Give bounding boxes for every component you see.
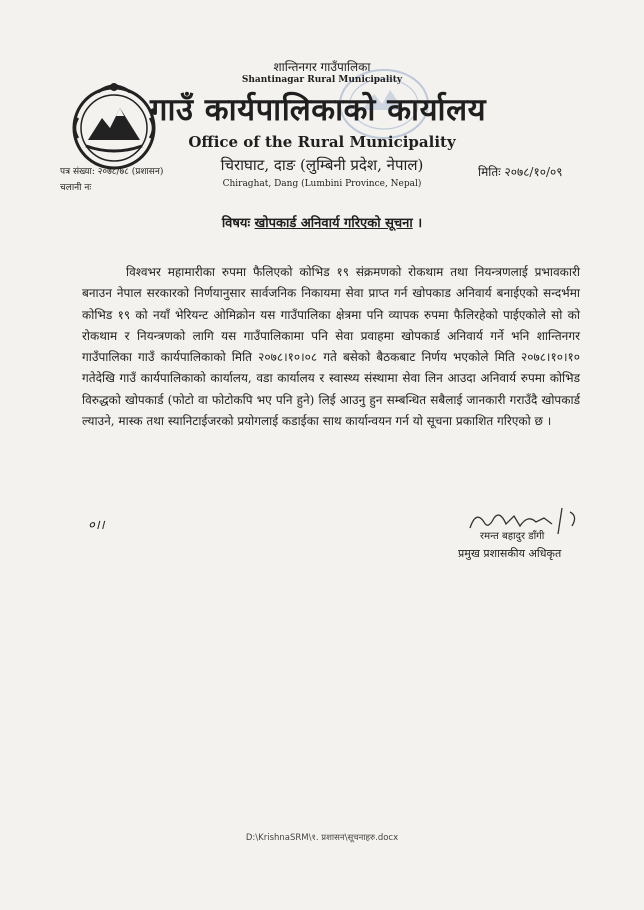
municipality-name-en: Shantinagar Rural Municipality bbox=[241, 75, 403, 85]
subject-end: । bbox=[412, 216, 423, 231]
notice-body: विश्वभर महामारीका रुपमा फैलिएको कोभिड १९ संक्रमणको रोकथाम तथा नियन्त्रणलाई प्रभावकारी बनाउन नेपाल सरकारको निर्णयानुसार सार्वजनिक निकायमा सेवा प्राप्त गर्न खोपकाड अनिवार्य बनाईएको सन्दर्भमा कोभिड १९ को नयाँ भेरियन्ट ओमिक्रोन यस गाउँपालिका क्षेत्रमा पनि व्यापक रुपमा फैलिरहेको पाईएकोले सो को रोकथाम र नियन्त्रणको लागि यस गाउँपालिकामा पनि सेवा प्रवाहमा खोपकार्ड अनिवार्य गर्ने भनि शान्तिनगर गाउँपालिका गाउँ कार्यपालिकाको मिति २०७८।१०।०८ गते बसेको बैठकबाट निर्णय भएकोले मिति २०७८।१०।१० गतेदेखि गाउँ कार्यपालिकाको कार्यालय, वडा कार्यालय र स्वास्थ्य संस्थामा सेवा लिन आउदा अनिवार्य रुपमा कोभिड विरुद्धको खोपकार्ड (फोटो वा फोटोकपि भए पनि हुने) लिई आउनु हुन सम्बन्धित सबैलाई जानकारी गराउँदै खोपकार्ड ल्याउने, मास्क तथा स्यानिटाईजरको प्रयोगलाई कडाईका साथ कार्यान्वयन गर्न यो सूचना प्रकाशित गरिएको छ । bbox=[82, 265, 580, 429]
office-title-np: गाउँ कार्यपालिकाको कार्यालय bbox=[150, 92, 487, 128]
address-np: चिराघाट, दाङ (लुम्बिनी प्रदेश, नेपाल) bbox=[220, 156, 424, 174]
file-path-footer: D:\KrishnaSRM\१. प्रशासन\सूचनाहरु.docx bbox=[245, 833, 399, 843]
signatory-title: प्रमुख प्रशासकीय अधिकृत bbox=[458, 547, 562, 560]
dispatch-number: चलानी नः bbox=[60, 183, 92, 193]
address-en: Chiraghat, Dang (Lumbini Province, Nepal) bbox=[222, 179, 422, 189]
subject-line bbox=[0, 213, 644, 231]
initial-mark: ०।। bbox=[88, 518, 105, 533]
subject-text: खोपकार्ड अनिवार्य गरिएको सूचना bbox=[254, 216, 413, 231]
letter-date: मितिः २०७८/१०/०९ bbox=[478, 165, 563, 179]
municipality-name-np: शान्तिनगर गाउँपालिका bbox=[273, 60, 371, 74]
subject-label: विषयः bbox=[221, 216, 251, 231]
letter-number: पत्र संख्या: २०७८/७८ (प्रशासन) bbox=[60, 167, 164, 177]
signatory-name: रमन्त बहादुर डाँगी bbox=[480, 531, 545, 542]
office-title-en: Office of the Rural Municipality bbox=[188, 133, 456, 151]
